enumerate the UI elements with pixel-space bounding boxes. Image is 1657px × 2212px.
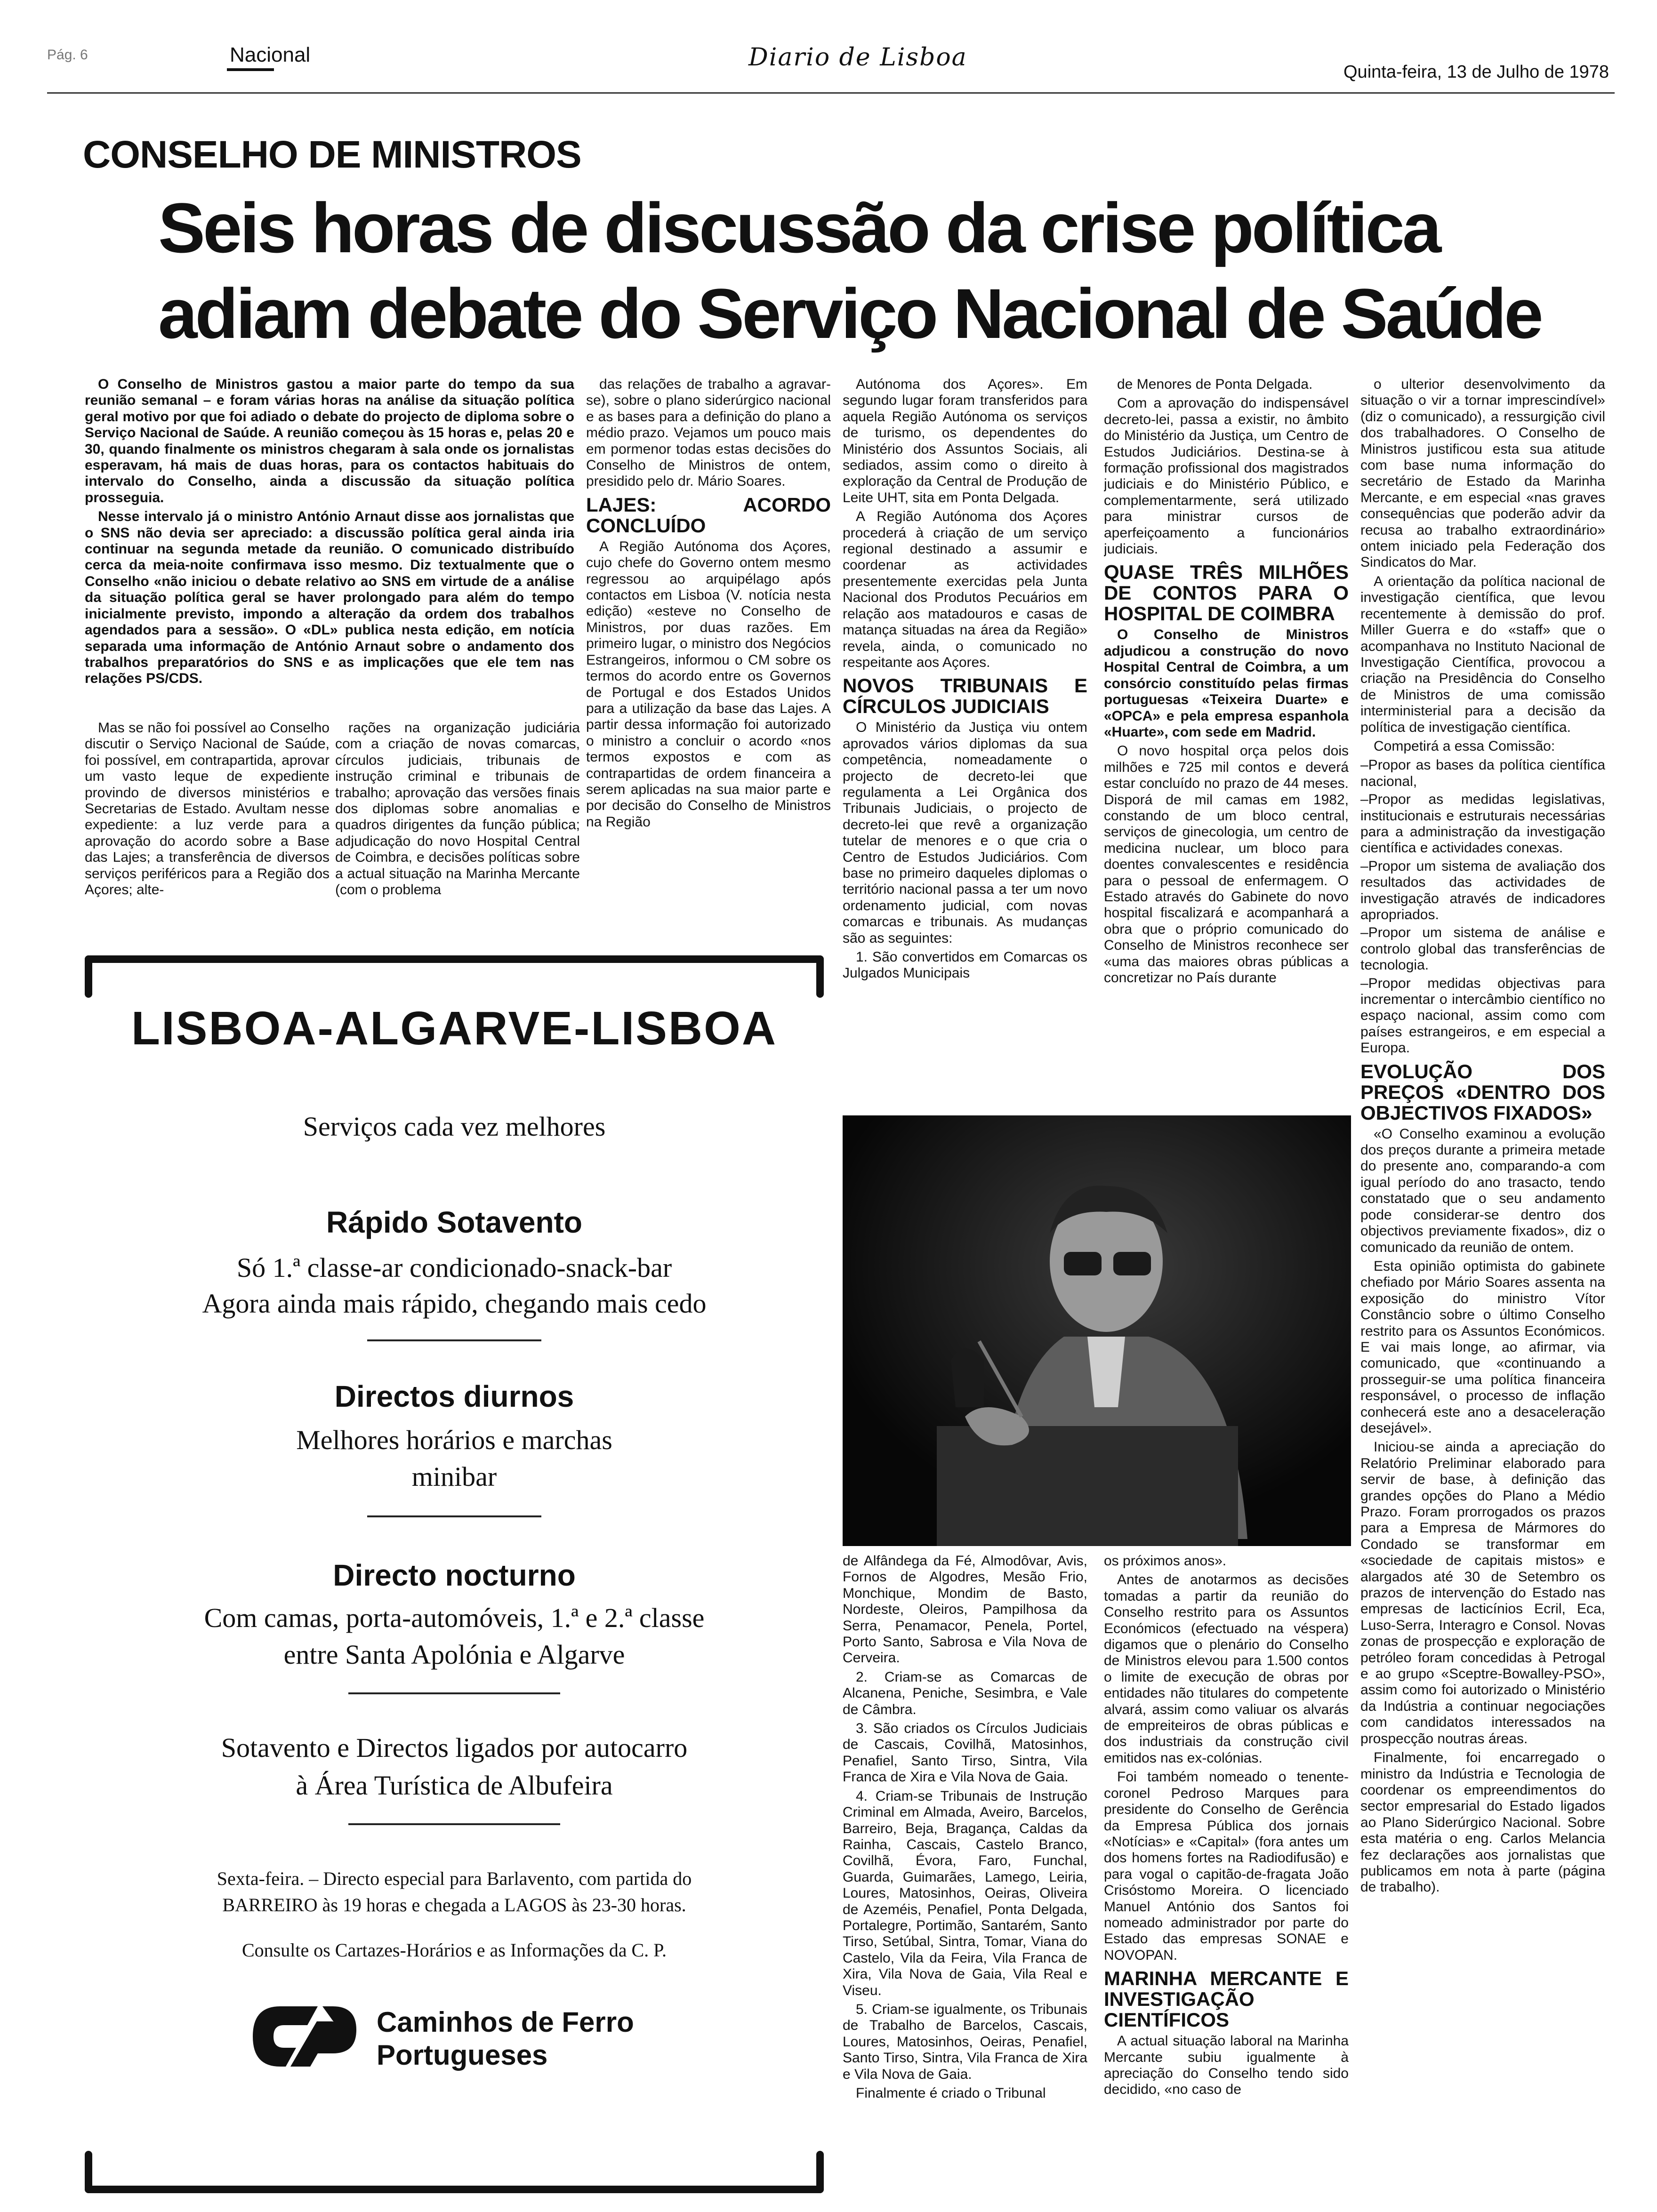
ad-service-2-line-1: Melhores horários e marchas (296, 1425, 612, 1455)
paragraph: Antes de anotarmos as decisões tomadas a partir da reunião do Conselho restrito para os Assuntos Económicos (efectuado na véspera) digamos que o plenário do Conselho de Ministros elevou para 1.500 contos o limite de execução de obras por entidades não titulares do competente alvará, assim como valiuar os alvarás de empreiteiros de obras públicas e dos industriais da construção civil emitidos nas ex-colónias. (1104, 1572, 1349, 1766)
lead-paragraph-1: O Conselho de Ministros gastou a maior parte do tempo da sua reunião semanal – e foram várias horas na análise da situação política geral motivo por que foi adiado o debate do projecto de diploma sobre o Serviço Nacional de Saúde. A reunião começou às 15 horas e, pelas 20 e 30, quando finalmente os ministros chegaram à sala onde os jornalistas esperavam, há mais de duas horas, para os contactos habituais do intervalo do Conselho, ainda a discussão da situação política prosseguia. (85, 377, 574, 505)
paragraph: Mas se não foi possível ao Conselho discutir o Serviço Nacional de Saúde, foi possível, em contrapartida, aprovar um vasto leque de expediente provindo de diversos ministérios e Secretarias de Estado. Avultam nesse expediente: a luz verde para a aprovação do acordo sobre a Base das Lajes; a transferência de diversos serviços periféricos para a Região dos Açores; alte- (85, 720, 330, 898)
paragraph: rações na organização judiciária com a criação de novas comarcas, círculos judiciais, tribunais de instrução criminal e tribunais de trabalho; aprovação das versões finais dos diplomas sobre anomalias e quadros dirigentes da função pública; adjudicação do novo Hospital Central de Coimbra, e decisões políticas sobre a actual situação na Marinha Mercante (com o problema (335, 720, 580, 898)
article-column-1b (85, 720, 330, 930)
ad-top-right-corner (816, 955, 824, 998)
ad-bottom-left-corner (85, 2151, 92, 2193)
paragraph-bold: O Conselho de Ministros adjudicou a construção do novo Hospital Central de Coimbra, a um consórcio constituído pelas firmas portuguesas «Teixeira Duarte» e «OPCA» e pela empresa espanhola «Huarte», com sede em Madrid. (1104, 627, 1349, 740)
ad-title: LISBOA-ALGARVE-LISBOA (131, 1002, 778, 1055)
article-column-6 (1360, 377, 1605, 2193)
paragraph: A orientação da política nacional de investigação científica, que levou recentemente à demissão do prof. Miller Guerra e do «staff» que o acompanhava no Instituto Nacional de Investigação Científica, provocou a criação na Presidência do Conselho de Ministros de uma comissão interministerial para a decisão da política de investigação científica. (1360, 573, 1605, 735)
ad-divider (367, 1515, 541, 1517)
paragraph: o ulterior desenvolvimento da situação o vir a tornar imprescindível» (diz o comunicado), a ressurgição civil dos trabalhadores. O Conselho de Ministros justificou esta sua atitude com base numa informação do secretário de Estado da Marinha Mercante, e em especial «nas graves consequências que poderão advir da recusa ao trabalho extraordinário» ontem iniciado pela Federação dos Sindicatos do Mar. (1360, 377, 1605, 570)
cp-advertisement (85, 955, 824, 2193)
ad-top-left-corner (85, 955, 92, 998)
article-column-5-cont (1104, 1553, 1349, 2193)
news-photo (843, 1115, 1351, 1546)
paragraph: Iniciou-se ainda a apreciação do Relatório Preliminar elaborado para servir de base, à definição das grandes opções do Plano a Médio Prazo. Foram prorrogados os prazos para a Empresa de Mármores do Condado se transformar em «sociedade de capitais mistos» e alargados até 30 de Setembro os prazos de intervenção do Estado nas empresas de lacticínios Ecril, Eca, Luso-Serra, Interagro e Consol. Novas zonas de prospecção e exploração de petróleo foram concedidas à Petrogal e ao grupo «Sceptre-Bowalley-PSO», assim como foi autorizado o Ministério da Indústria a continuar negociações com candidatos interessados na prospecção noutras áreas. (1360, 1439, 1605, 1747)
paragraph: Finalmente é criado o Tribunal (856, 2085, 1046, 2101)
paragraph: das relações de trabalho a agravar-se), sobre o plano siderúrgico nacional e as bases para a definição do plano a médio prazo. Vejamos um pouco mais em pormenor todas estas decisões do Conselho de Ministros de ontem, presidido pelo dr. Mário Soares. (586, 377, 831, 489)
paragraph: Finalmente, foi encarregado o ministro da Indústria e Tecnologia de coordenar os empreendimentos do sector empresarial do Estado ligados ao Plano Siderúrgico Nacional. Sobre esta matéria o eng. Carlos Melancia fez declarações aos jornalistas que publicamos em nota à parte (página de trabalho). (1360, 1750, 1605, 1895)
list-item: –Propor medidas objectivas para incrementar o intercâmbio científico no espaço nacional, assim como com países estrangeiros, e em especial a Europa. (1360, 975, 1605, 1056)
ad-tagline: Serviços cada vez melhores (303, 1111, 606, 1142)
paragraph: O Ministério da Justiça viu ontem aprovados vários diplomas da sua competência, nomeadamente o projecto de decreto-lei que regulamenta a Lei Orgânica dos Tribunais Judiciais, o projecto de decreto-lei que revê a organização tutelar de menores e o que cria o Centro de Estudos Judiciários. Com base no primeiro daqueles diplomas o território nacional passa a ter um novo ordenamento judicial, com novas comarcas e tribunais. As mudanças são as seguintes: (843, 720, 1087, 946)
ad-service-1-line-1: Só 1.ª classe-ar condicionado-snack-bar (236, 1252, 672, 1283)
ad-divider (348, 1692, 560, 1694)
paragraph: de Menores de Ponta Delgada. (1117, 377, 1313, 392)
lead-paragraph-2: Nesse intervalo já o ministro António Arnaut disse aos jornalistas que o SNS não devia ser apreciado: a discussão política geral ainda iria continuar na segunda metade da reunião. O comunicado distribuído cerca da meia-noite confirmava isso mesmo. Diz textualmente que o Conselho «não iniciou o debate relativo ao SNS em virtude de a análise da situação política geral se haver prolongado para além do tempo inicialmente previsto, impondo a alteração da ordem dos trabalhos agendados para a sessão». O «DL» publica nesta edição, em notícia separada uma informação de António Arnaut sobre o andamento dos trabalhos preparatórios do SNS e as implicações que ele tem nas relações PS/CDS. (85, 509, 574, 687)
paragraph: 4. Criam-se Tribunais de Instrução Criminal em Almada, Aveiro, Barcelos, Barreiro, Beja, Bragança, Caldas da Rainha, Cascais, Castelo Branco, Covilhã, Évora, Faro, Funchal, Guarda, Guimarães, Lamego, Leiria, Loures, Matosinhos, Oeiras, Oliveira de Azeméis, Penafiel, Ponta Delgada, Portalegre, Portimão, Santarém, Santo Tirso, Setúbal, Sintra, Tomar, Viana do Castelo, Vila da Feira, Vila Franca de Xira, Vila Nova de Gaia, Vila Real e Viseu. (843, 1788, 1087, 1998)
ad-bottom-right-corner (816, 2151, 824, 2193)
cp-logo-icon (247, 2003, 360, 2071)
article-kicker: CONSELHO DE MINISTROS (83, 133, 581, 176)
paragraph: A Região Autónoma dos Açores procederá à criação de um serviço regional destinado a assumir e coordenar as actividades presentemente exercidas pela Junta Nacional dos Produtos Pecuários em relação aos matadouros e casas de matança situadas na área da Região» revela, ainda, o comunicado no respeitante aos Açores. (843, 509, 1087, 670)
issue-date: Quinta-feira, 13 de Julho de 1978 (1343, 62, 1609, 82)
paragraph: O novo hospital orça pelos dois milhões e 725 mil contos e deverá estar concluído no prazo de 44 meses. Disporá de mil camas em 1982, constando de um bloco central, serviços de ginecologia, um centro de medicina nuclear, um bloco para doentes convalescentes e residência para o pessoal de enfermagem. O Estado através do Gabinete do novo hospital fiscalizará e acompanhará a obra que o próprio comunicado do Conselho de Ministros reconhece ser «uma das maiores obras públicas a concretizar no País durante (1104, 743, 1349, 986)
paragraph: Esta opinião optimista do gabinete chefiado por Mário Soares assenta na exposição do ministro Vítor Constâncio sobre o último Conselho restrito para os Assuntos Económicos. E vai mais longe, ao afirmar, via comunicado, que «continuando a prosseguir-se uma política financeira responsável, o processo de inflação conhecerá este ano a desaceleração desejável». (1360, 1258, 1605, 1436)
cp-logo-text-1: Caminhos de Ferro (377, 2006, 634, 2038)
headline-line-1: Seis horas de discussão da crise política (158, 188, 1440, 267)
header-rule (47, 92, 1615, 94)
article-column-3 (586, 377, 831, 930)
article-column-4 (843, 377, 1087, 1104)
commission-list (1360, 757, 1605, 1056)
paragraph: 5. Criam-se igualmente, os Tribunais de Trabalho de Barcelos, Cascais, Loures, Matosinhos, Oeiras, Penafiel, Santo Tirso, Sintra, Vila Franca de Xira e Vila Nova de Gaia. (843, 2001, 1087, 2082)
masthead: Diario de Lisboa (748, 43, 967, 72)
paragraph: Foi também nomeado o tenente-coronel Pedroso Marques para presidente do Conselho de Gerência da Empresa Pública dos jornais «Notícias» e «Capital» (fora antes um dos homens fortes na Radiodifusão) e para vogal o capitão-de-fragata João Crisóstomo Moreira. O licenciado Manuel António dos Santos foi nomeado administrador por parte do Estado das empresas SONAE e NOVOPAN. (1104, 1769, 1349, 1963)
ad-friday-line-2: BARREIRO às 19 horas e chegada a LAGOS às 23-30 horas. (222, 1894, 686, 1915)
section-underline (227, 68, 274, 71)
paragraph: 3. São criados os Círculos Judiciais de Cascais, Covilhã, Matosinhos, Penafiel, Santo Tirso, Sintra, Vila Franca de Xira e Vila Nova de Gaia. (843, 1721, 1087, 1785)
subhead-precos: EVOLUÇÃO DOS PREÇOS «DENTRO DOS OBJECTIVOS FIXADOS» (1360, 1060, 1605, 1124)
article-column-5 (1104, 377, 1349, 1104)
ad-top-border (85, 955, 824, 963)
ad-consult-line: Consulte os Cartazes-Horários e as Informações da C. P. (242, 1940, 667, 1961)
paragraph: Competirá a essa Comissão: (1374, 738, 1555, 754)
ad-service-3-title: Directo nocturno (333, 1558, 576, 1592)
paragraph: 2. Criam-se as Comarcas de Alcanena, Peniche, Sesimbra, e Vale de Câmbra. (843, 1669, 1087, 1717)
ad-friday-line-1: Sexta-feira. – Directo especial para Barlavento, com partida do (217, 1868, 692, 1889)
paragraph: Com a aprovação do indispensável decreto-lei, passa a existir, no âmbito do Ministério da Justiça, um Centro de Estudos Judiciários. Destina-se à formação profissional dos magistrados judiciais e do Ministério Público, e complementarmente, será utilizado para ministrar cursos de aperfeiçoamento a funcionários judiciais. (1104, 395, 1349, 557)
ad-service-4-line-2: à Área Turística de Albufeira (296, 1770, 613, 1801)
page-number: Pág. 6 (47, 47, 88, 63)
subhead-tribunais: NOVOS TRIBUNAIS E CÍRCULOS JUDICIAIS (843, 674, 1087, 718)
paragraph: A Região Autónoma dos Açores, cujo chefe do Governo ontem mesmo regressou ao arquipélago após contactos em Lisboa (V. notícia nesta edição) «esteve no Conselho de Ministros, por duas razões. Em primeiro lugar, o ministro dos Negócios Estrangeiros, informou o CM sobre os termos do acordo entre os Governos de Portugal e dos Estados Unidos para a utilização da base das Lajes. A partir dessa informação foi autorizado o ministro a concluir o acordo «nos termos expostos e com as contrapartidas de ordem financeira a serem aplicadas na sua maior parte e por decisão do Conselho de Ministros na Região (586, 538, 831, 830)
list-item: –Propor um sistema de análise e controlo global das transferências de tecnologia. (1360, 925, 1605, 973)
article-column-2 (335, 720, 580, 930)
paragraph: A actual situação laboral na Marinha Mercante subiu igualmente à apreciação do Conselho tendo sido decidido, «no caso de (1104, 2033, 1349, 2098)
ad-bottom-border (85, 2186, 824, 2193)
ad-service-3-line-2: entre Santa Apolónia e Algarve (283, 1639, 625, 1670)
article-column-4-cont (843, 1553, 1087, 2193)
ad-service-1-line-2: Agora ainda mais rápido, chegando mais cedo (202, 1288, 707, 1319)
list-item: –Propor as medidas legislativas, institucionais e estruturais necessárias para a administração da investigação científica e actividades conexas. (1360, 792, 1605, 856)
ad-divider (367, 1339, 541, 1341)
photo-illustration (843, 1115, 1351, 1546)
ad-service-4-line-1: Sotavento e Directos ligados por autocarro (221, 1732, 688, 1763)
paragraph: 1. São convertidos em Comarcas os Julgados Municipais (843, 949, 1087, 981)
subhead-lajes: LAJES: ACORDO CONCLUÍDO (586, 493, 831, 537)
paragraph: de Alfândega da Fé, Almodôvar, Avis, Fornos de Algodres, Mesão Frio, Monchique, Mondim de Basto, Nordeste, Oleiros, Pampilhosa da Serra, Penamacor, Penela, Portel, Porto Santo, Sabrosa e Vila Nova de Cerveira. (843, 1553, 1087, 1666)
cp-logo-text-2: Portugueses (377, 2039, 548, 2071)
ad-service-3-line-1: Com camas, porta-automóveis, 1.ª e 2.ª classe (204, 1603, 705, 1633)
list-item: –Propor as bases da política científica nacional, (1360, 757, 1605, 789)
list-item: –Propor um sistema de avaliação dos resultados das actividades de investigação através de indicadores apropriados. (1360, 858, 1605, 922)
ad-service-1-title: Rápido Sotavento (326, 1205, 583, 1239)
paragraph: «O Conselho examinou a evolução dos preços durante a primeira metade do presente ano, comparando-a com igual período do ano trasacto, tendo constatado que o seu andamento pode considerar-se dentro dos objectivos previamente fixados», diz o comunicado da reunião de ontem. (1360, 1126, 1605, 1255)
ad-divider (348, 1823, 560, 1825)
paragraph: Autónoma dos Açores». Em segundo lugar foram transferidos para aquela Região Autónoma os serviços de turismo, os dependentes do Ministério dos Assuntos Sociais, ali sediados, assim como o direito à exploração da Central de Produção de Leite UHT, sita em Ponta Delgada. (843, 377, 1087, 505)
ad-service-2-title: Directos diurnos (334, 1379, 574, 1413)
paragraph: os próximos anos». (1104, 1553, 1227, 1569)
subhead-hospital: QUASE TRÊS MILHÕES DE CONTOS PARA O HOSPITAL DE COIMBRA (1104, 561, 1349, 625)
subhead-marinha: MARINHA MERCANTE E INVESTIGAÇÃO CIENTÍFICOS (1104, 1967, 1349, 2031)
ad-service-2-line-2: minibar (411, 1461, 497, 1492)
section-label: Nacional (230, 43, 311, 66)
headline-line-2: adiam debate do Serviço Nacional de Saúde (158, 274, 1541, 353)
